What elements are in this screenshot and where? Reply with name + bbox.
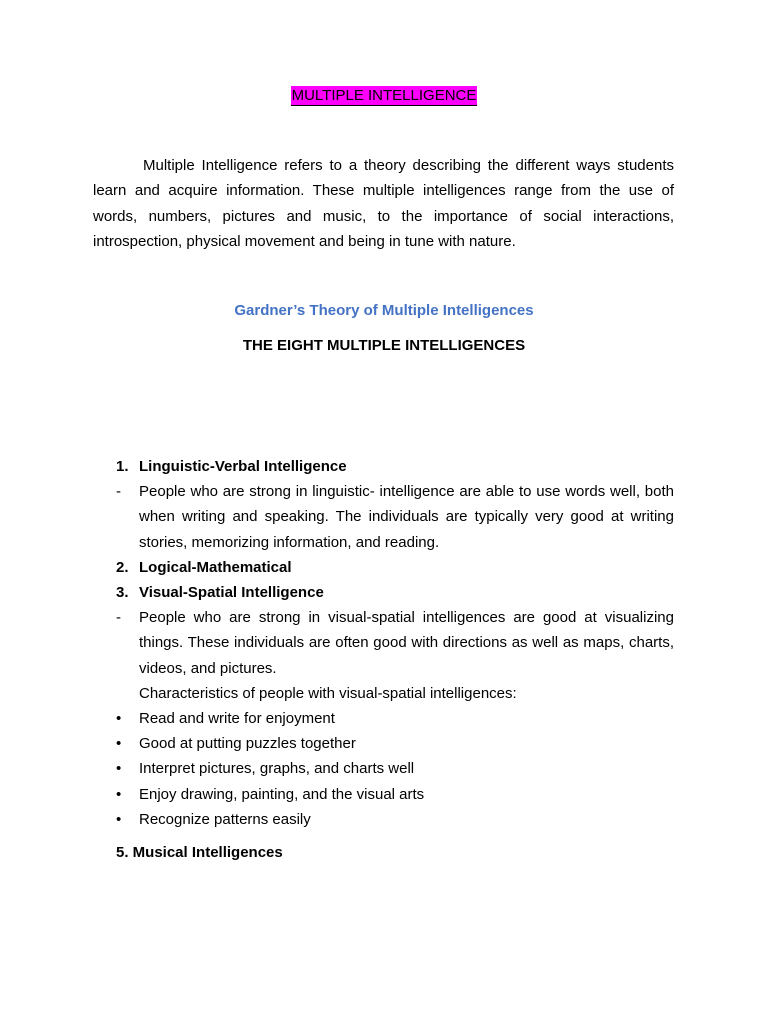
item-description: People who are strong in visual-spatial intelligences are good at visualizing things. These individuals are often good with directions as well as maps, charts, videos, and pictures. [139,609,674,677]
characteristics-intro-row [116,681,674,706]
characteristics-intro: Characteristics of people with visual-spatial intelligences: [139,684,517,702]
section-5-heading: 5. Musical Intelligences [116,844,283,861]
intelligence-list [116,454,674,832]
document-title: MULTIPLE INTELLIGENCE [291,87,477,104]
bullet-item [116,807,674,832]
title-container [0,86,768,106]
intro-paragraph: Multiple Intelligence refers to a theory describing the different ways students learn and acquire information. These multiple intelligences range from the use of words, numbers, pictures and music, to the importance of social interactions, introspection, physical movement and being in tune with nature. [93,157,674,250]
bullet-icon: • [116,710,122,728]
item-label: Visual-Spatial Intelligence [139,584,324,602]
item-number: 2. [116,558,129,576]
bullet-text: Good at putting puzzles together [139,735,356,753]
section-subtitle: Gardner’s Theory of Multiple Intelligences [234,302,534,319]
item-label: Logical-Mathematical [139,558,292,576]
bullet-text: Read and write for enjoyment [139,710,335,728]
bullet-item [116,782,674,807]
item-label: Linguistic-Verbal Intelligence [139,458,347,475]
list-item [116,454,674,479]
item-description: People who are strong in linguistic- intelligence are able to use words well, both when writing and speaking. The individuals are typically very good at writing stories, memorizing information, and reading. [139,483,674,551]
bullet-item [116,731,674,756]
bullet-icon: • [116,735,122,753]
item-number: 3. [116,584,129,602]
bullet-text: Interpret pictures, graphs, and charts well [139,760,415,778]
dash-marker: - [116,609,121,627]
list-item [116,555,674,580]
bullet-text: Enjoy drawing, painting, and the visual arts [139,785,425,803]
item-description-row [116,605,674,681]
item-number: 1. [116,458,129,475]
bullet-icon: • [116,760,122,778]
section-heading: THE EIGHT MULTIPLE INTELLIGENCES [242,337,526,354]
bullet-icon: • [116,810,122,828]
bullet-icon: • [116,785,122,803]
bullet-item [116,756,674,781]
item-description-row [116,479,674,555]
bullet-item [116,706,674,731]
bullet-text: Recognize patterns easily [139,810,311,828]
list-item [116,580,674,605]
dash-marker: - [116,483,121,501]
